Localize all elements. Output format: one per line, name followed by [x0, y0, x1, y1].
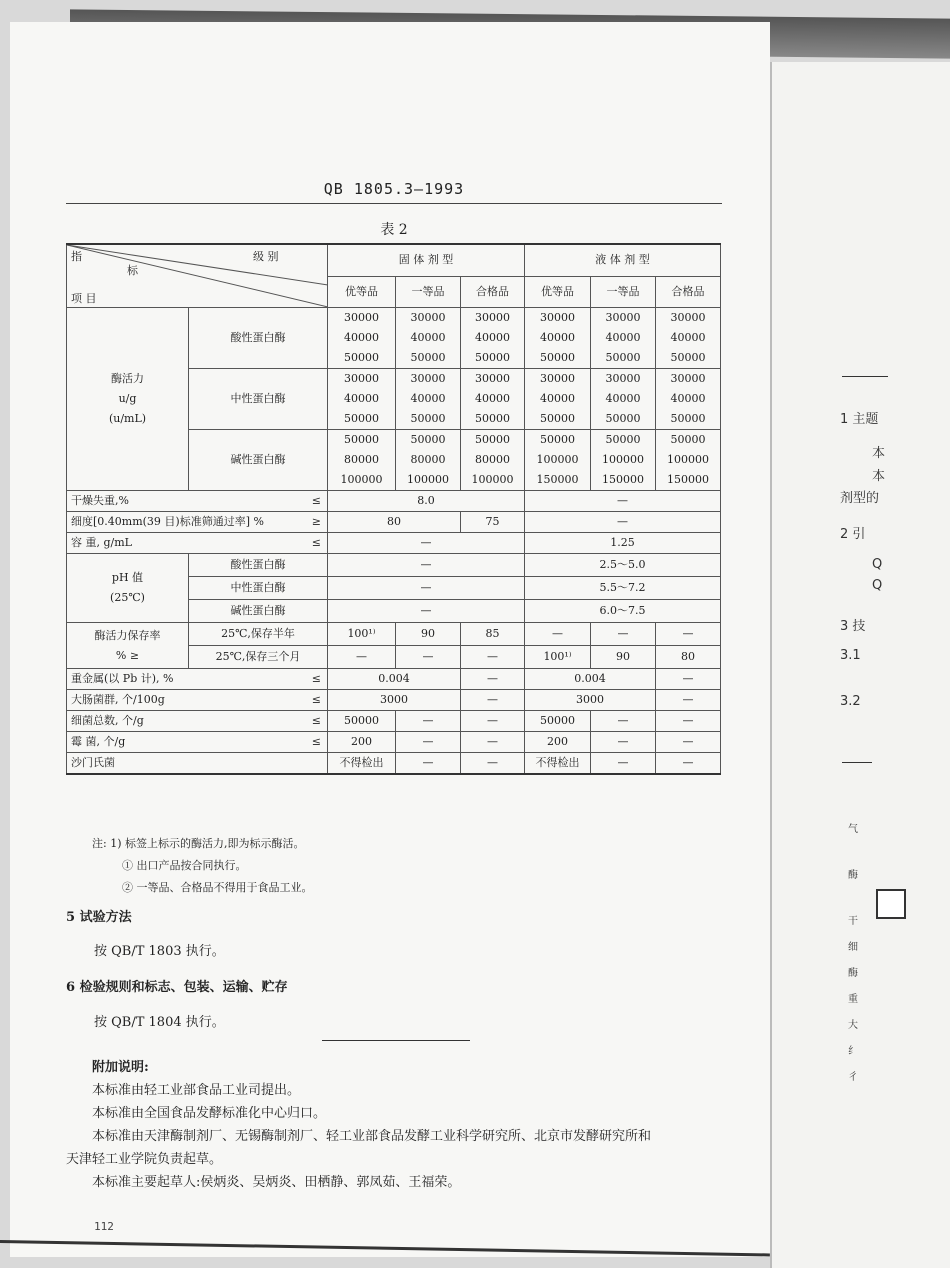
diag-mid: 标: [127, 264, 138, 277]
value-cell: —: [328, 533, 525, 554]
retention-label: [67, 623, 189, 669]
salmonella-row: [67, 753, 721, 775]
value-cell: —: [396, 646, 461, 669]
additional-line: 天津轻工业学院负责起草。: [66, 1152, 223, 1167]
value: 50000: [475, 433, 510, 446]
enzyme-name: 中性蛋白酶: [189, 577, 328, 600]
value-cell: [328, 430, 396, 491]
density-row: [67, 533, 721, 554]
fineness-row: [67, 512, 721, 533]
enzyme-name: 碱性蛋白酶: [189, 430, 328, 491]
row-label: [67, 690, 328, 711]
value: 30000: [670, 311, 706, 324]
header-rule: [66, 203, 722, 204]
value-cell: [591, 430, 656, 491]
row-label: [67, 732, 328, 753]
value-cell: —: [396, 753, 461, 775]
value-cell: —: [328, 600, 525, 623]
label-text: 大肠菌群, 个/100g: [71, 693, 165, 706]
value-cell: —: [591, 623, 656, 646]
value: 100000: [471, 473, 514, 486]
value: 30000: [410, 372, 446, 385]
value: 100000: [602, 453, 644, 466]
value: 40000: [540, 331, 575, 344]
value-cell: —: [656, 623, 721, 646]
value-cell: —: [656, 711, 721, 732]
value: 50000: [410, 433, 446, 446]
right-text: 1 主题: [840, 412, 879, 427]
value: 30000: [410, 311, 446, 324]
value-cell: 75: [461, 512, 525, 533]
value-cell: 80: [328, 512, 461, 533]
value-cell: 90: [396, 623, 461, 646]
value-cell: 0.004: [525, 669, 656, 690]
value-cell: —: [328, 646, 396, 669]
value-cell: [396, 308, 461, 369]
value-cell: 50000: [525, 711, 591, 732]
label-line: 酶活力保存率: [94, 628, 161, 642]
value-cell: —: [461, 669, 525, 690]
grade-cell: 一等品: [396, 276, 461, 308]
value-cell: [525, 369, 591, 430]
value-cell: —: [656, 732, 721, 753]
right-text: 本: [872, 469, 886, 484]
value: 30000: [540, 372, 575, 385]
right-text: 2 引: [840, 527, 866, 542]
value: 30000: [344, 311, 379, 324]
grade-cell: 优等品: [328, 276, 396, 308]
grade-cell: 一等品: [591, 276, 656, 308]
right-text: 酶: [848, 870, 858, 881]
enzyme-name: 碱性蛋白酶: [189, 600, 328, 623]
box-icon: [876, 889, 906, 919]
right-text: 纟: [848, 1046, 858, 1057]
grade-cell: 合格品: [656, 276, 721, 308]
value: 30000: [344, 372, 379, 385]
condition: 25℃,保存半年: [189, 623, 328, 646]
value-cell: 0.004: [328, 669, 461, 690]
comparison-sign: ≤: [311, 494, 321, 507]
label-text: 容 重, g/mL: [71, 536, 132, 549]
value: 40000: [410, 331, 446, 344]
right-rule: [842, 376, 888, 377]
value-cell: [328, 308, 396, 369]
value: 40000: [605, 331, 641, 344]
note-line: ① 出口产品按合同执行。: [122, 859, 247, 872]
value: 50000: [475, 412, 510, 425]
additional-line: 本标准由轻工业部食品工业司提出。: [92, 1083, 301, 1098]
comparison-sign: ≤: [311, 536, 321, 549]
value: 50000: [605, 433, 641, 446]
enzyme-activity-label: [67, 308, 189, 491]
value-cell: 90: [591, 646, 656, 669]
value-cell: —: [656, 690, 721, 711]
value: 30000: [605, 372, 641, 385]
value-cell: —: [461, 690, 525, 711]
value-cell: —: [461, 711, 525, 732]
value: 40000: [605, 392, 641, 405]
value: 50000: [344, 351, 379, 364]
value-cell: [591, 369, 656, 430]
label-text: 细菌总数, 个/g: [71, 714, 144, 727]
value-cell: [525, 308, 591, 369]
dry-loss-row: [67, 491, 721, 512]
value-cell: 100¹⁾: [525, 646, 591, 669]
value: 50000: [605, 351, 641, 364]
value-cell: 3000: [525, 690, 656, 711]
section-5-body: 按 QB/T 1803 执行。: [94, 944, 225, 959]
value-cell: —: [525, 491, 721, 512]
value-cell: 不得检出: [525, 753, 591, 775]
value-cell: [591, 308, 656, 369]
value: 100000: [536, 453, 579, 466]
value: 50000: [475, 351, 510, 364]
label-line: 酶活力: [111, 372, 144, 385]
value: 50000: [540, 412, 575, 425]
section-5-title: 5 试验方法: [66, 910, 132, 925]
value-cell: 5.5～7.2: [525, 577, 721, 600]
comparison-sign: ≥: [311, 515, 321, 528]
bacteria-row: [67, 711, 721, 732]
value-cell: —: [656, 753, 721, 775]
value: 50000: [410, 412, 446, 425]
value-cell: [396, 369, 461, 430]
value-cell: —: [591, 711, 656, 732]
additional-notes: [66, 1056, 746, 1194]
label-line: (u/mL): [108, 412, 147, 425]
value: 40000: [344, 392, 379, 405]
specification-table: [66, 243, 721, 775]
value: 50000: [344, 412, 379, 425]
right-text: 本: [872, 446, 886, 461]
value-cell: [656, 430, 721, 491]
value-cell: 200: [328, 732, 396, 753]
additional-line: 本标准主要起草人:侯炳炎、吴炳炎、田栖静、郭凤茹、王福荣。: [92, 1175, 461, 1190]
value: 150000: [536, 473, 579, 486]
value-cell: 8.0: [328, 491, 525, 512]
right-text: 酶: [848, 968, 858, 979]
right-text: Q: [872, 557, 883, 572]
label-text: 干燥失重,%: [71, 494, 129, 507]
enzyme-name: 酸性蛋白酶: [189, 308, 328, 369]
heavy-metal-row: [67, 669, 721, 690]
value-cell: [525, 430, 591, 491]
value: 100000: [407, 473, 449, 486]
comparison-sign: ≤: [311, 735, 321, 748]
value-cell: —: [525, 512, 721, 533]
diagonal-header: [67, 244, 328, 308]
row-label: [67, 512, 328, 533]
right-text: Q: [872, 578, 883, 593]
value: 30000: [475, 372, 510, 385]
value: 50000: [605, 412, 641, 425]
label-text: 细度[0.40mm(39 目)标准筛通过率] %: [71, 515, 264, 528]
value: 50000: [540, 351, 575, 364]
value-cell: 3000: [328, 690, 461, 711]
value-cell: [328, 369, 396, 430]
value-cell: —: [656, 669, 721, 690]
value-cell: —: [591, 753, 656, 775]
right-text: 3 技: [840, 619, 866, 634]
table-header-row: [67, 244, 721, 276]
note-line: 注: 1) 标签上标示的酶活力,即为标示酶活。: [92, 837, 305, 850]
label-text: 重金属(以 Pb 计), %: [71, 672, 174, 685]
value: 50000: [540, 433, 575, 446]
ph-label: [67, 554, 189, 623]
value: 40000: [344, 331, 379, 344]
comparison-sign: ≤: [311, 693, 321, 706]
value: 30000: [475, 311, 510, 324]
right-text: 气: [848, 824, 858, 835]
value: 50000: [670, 412, 706, 425]
value: 40000: [670, 392, 706, 405]
value-cell: —: [396, 732, 461, 753]
value-cell: —: [328, 554, 525, 577]
row-label: [67, 669, 328, 690]
enzyme-name: 酸性蛋白酶: [189, 554, 328, 577]
group-solid: 固 体 剂 型: [328, 244, 525, 276]
coliform-row: [67, 690, 721, 711]
value-cell: 200: [525, 732, 591, 753]
value-cell: 80: [656, 646, 721, 669]
label-line: pH 值: [111, 571, 144, 584]
value: 80000: [344, 453, 379, 466]
right-text: 剂型的: [840, 491, 880, 506]
value-cell: 6.0～7.5: [525, 600, 721, 623]
label-line: u/g: [118, 392, 137, 405]
row-label: [67, 491, 328, 512]
diag-bottom-left: 项 目: [71, 292, 97, 305]
value: 50000: [670, 351, 706, 364]
right-rule: [842, 762, 872, 763]
value: 80000: [475, 453, 510, 466]
value: 30000: [605, 311, 641, 324]
retention-row-half-year: [67, 623, 721, 646]
value-cell: —: [525, 623, 591, 646]
value-cell: —: [328, 577, 525, 600]
value: 50000: [344, 433, 379, 446]
value: 50000: [670, 433, 706, 446]
value-cell: 1.25: [525, 533, 721, 554]
value-cell: [461, 308, 525, 369]
value: 40000: [475, 331, 510, 344]
value: 150000: [667, 473, 709, 486]
row-label: [67, 533, 328, 554]
right-text: 干: [848, 916, 858, 927]
table-notes: [92, 833, 313, 899]
enzyme-name: 中性蛋白酶: [189, 369, 328, 430]
note-line: ② 一等品、合格品不得用于食品工业。: [122, 881, 313, 894]
row-label: [67, 711, 328, 732]
label-line: % ≥: [115, 648, 140, 662]
ph-row-acid: [67, 554, 721, 577]
value-cell: 85: [461, 623, 525, 646]
comparison-sign: ≤: [311, 672, 321, 685]
diag-top-right: 级 别: [253, 250, 279, 263]
table-caption: 表 2: [380, 222, 408, 238]
value-cell: —: [396, 711, 461, 732]
enzyme-row-acid: [67, 308, 721, 369]
right-text: 3.1: [840, 648, 861, 663]
additional-title: 附加说明:: [92, 1060, 149, 1075]
value: 80000: [410, 453, 446, 466]
value-cell: —: [591, 732, 656, 753]
section-6-title: 6 检验规则和标志、包装、运输、贮存: [66, 980, 288, 995]
value: 40000: [670, 331, 706, 344]
value: 100000: [340, 473, 383, 486]
value-cell: 100¹⁾: [328, 623, 396, 646]
value: 100000: [667, 453, 709, 466]
value: 40000: [540, 392, 575, 405]
value-cell: —: [461, 732, 525, 753]
label-line: (25℃): [110, 591, 145, 604]
grade-cell: 合格品: [461, 276, 525, 308]
value-cell: —: [461, 753, 525, 775]
value: 30000: [540, 311, 575, 324]
value: 40000: [410, 392, 446, 405]
mold-row: [67, 732, 721, 753]
value: 40000: [475, 392, 510, 405]
right-text: 细: [848, 942, 858, 953]
standard-header: QB 1805.3—1993: [323, 180, 465, 198]
condition: 25℃,保存三个月: [189, 646, 328, 669]
value-cell: 不得检出: [328, 753, 396, 775]
right-text: 大: [848, 1020, 858, 1031]
value-cell: [396, 430, 461, 491]
row-label: 沙门氏菌: [67, 753, 328, 775]
value-cell: [461, 430, 525, 491]
value-cell: [656, 308, 721, 369]
right-text: 彳: [848, 1072, 858, 1083]
comparison-sign: ≤: [311, 714, 321, 727]
grade-cell: 优等品: [525, 276, 591, 308]
group-liquid: 液 体 剂 型: [525, 244, 721, 276]
right-page: [770, 62, 950, 1268]
value: 50000: [410, 351, 446, 364]
separator-rule: [322, 1040, 470, 1041]
right-text: 3.2: [840, 694, 861, 709]
section-6-body: 按 QB/T 1804 执行。: [94, 1015, 225, 1030]
value-cell: [656, 369, 721, 430]
value-cell: [461, 369, 525, 430]
value: 150000: [602, 473, 644, 486]
page-number: 112: [94, 1220, 114, 1233]
right-text: 重: [848, 994, 858, 1005]
value-cell: —: [461, 646, 525, 669]
diag-top-left: 指: [71, 250, 82, 263]
label-text: 霉 菌, 个/g: [71, 735, 126, 748]
value: 30000: [670, 372, 706, 385]
value-cell: 2.5～5.0: [525, 554, 721, 577]
additional-line: 本标准由全国食品发酵标准化中心归口。: [92, 1106, 327, 1121]
additional-line: 本标准由天津酶制剂厂、无锡酶制剂厂、轻工业部食品发酵工业科学研究所、北京市发酵研究所和: [92, 1129, 652, 1144]
value-cell: 50000: [328, 711, 396, 732]
